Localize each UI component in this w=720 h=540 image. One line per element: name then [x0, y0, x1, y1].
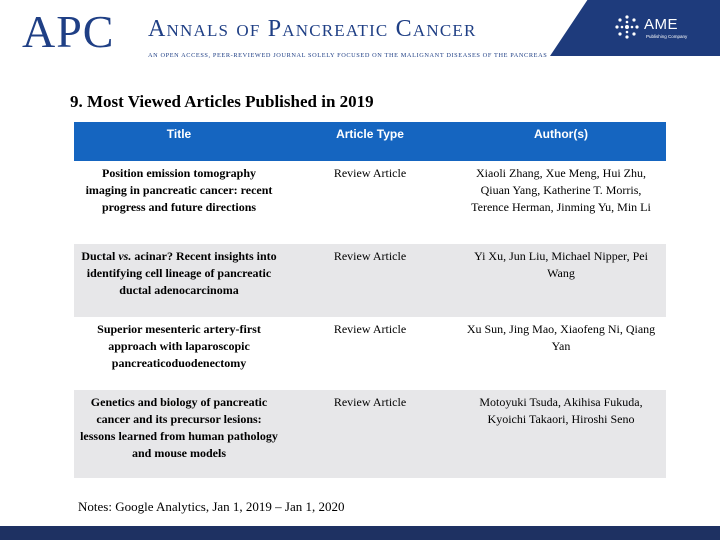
title-part: Ductal: [81, 249, 119, 263]
table-row: [74, 317, 666, 390]
publisher-tagline: Publishing Company: [646, 34, 688, 39]
header-authors: Author(s): [456, 122, 666, 161]
ame-logo-icon: [614, 14, 640, 40]
article-authors: Xu Sun, Jing Mao, Xiaofeng Ni, Qiang Yan: [456, 317, 666, 390]
journal-subtitle: AN OPEN ACCESS, PEER-REVIEWED JOURNAL SOLELY FOCUSED ON THE MALIGNANT DISEASES OF THE PANCREAS: [148, 52, 548, 59]
article-authors: Xiaoli Zhang, Xue Meng, Hui Zhu, Qiuan Yang, Katherine T. Morris, Terence Herman, Jinming Yu, Min Li: [456, 161, 666, 244]
notes: Notes: Google Analytics, Jan 1, 2019 – Jan 1, 2020: [78, 499, 345, 514]
article-authors: Yi Xu, Jun Liu, Michael Nipper, Pei Wang: [456, 244, 666, 317]
article-type: Review Article: [284, 244, 456, 317]
table-row: [74, 390, 666, 478]
slide-title: 9. Most Viewed Articles Published in 2019: [70, 92, 374, 111]
apc-logo: APC: [22, 6, 115, 57]
header-article-type: Article Type: [284, 122, 456, 161]
table-row: [74, 244, 666, 317]
header: [0, 0, 720, 62]
articles-table: [74, 122, 666, 478]
header-title: Title: [74, 122, 284, 161]
article-type: Review Article: [284, 161, 456, 244]
article-type: Review Article: [284, 317, 456, 390]
title-italic: vs.: [118, 249, 132, 263]
footer-bar: [0, 526, 720, 540]
table-row: [74, 161, 666, 244]
title-part: acinar? Recent insights into identifying cell lineage of pancreatic ductal adenocarcinoma: [86, 249, 277, 297]
article-title: Superior mesenteric artery-first approach with laparoscopic pancreaticoduodenectomy: [74, 317, 284, 390]
article-title: Genetics and biology of pancreatic cancer and its precursor lesions: lessons learned from human pathology and mouse models: [74, 390, 284, 478]
article-authors: Motoyuki Tsuda, Akihisa Fukuda, Kyoichi Takaori, Hiroshi Seno: [456, 390, 666, 478]
journal-title: Annals of Pancreatic Cancer: [148, 16, 477, 42]
publisher-name: AME: [644, 16, 679, 33]
article-title: [74, 244, 284, 317]
article-title: Position emission tomography imaging in pancreatic cancer: recent progress and future directions: [74, 161, 284, 244]
article-type: Review Article: [284, 390, 456, 478]
table-header-row: [74, 122, 666, 161]
